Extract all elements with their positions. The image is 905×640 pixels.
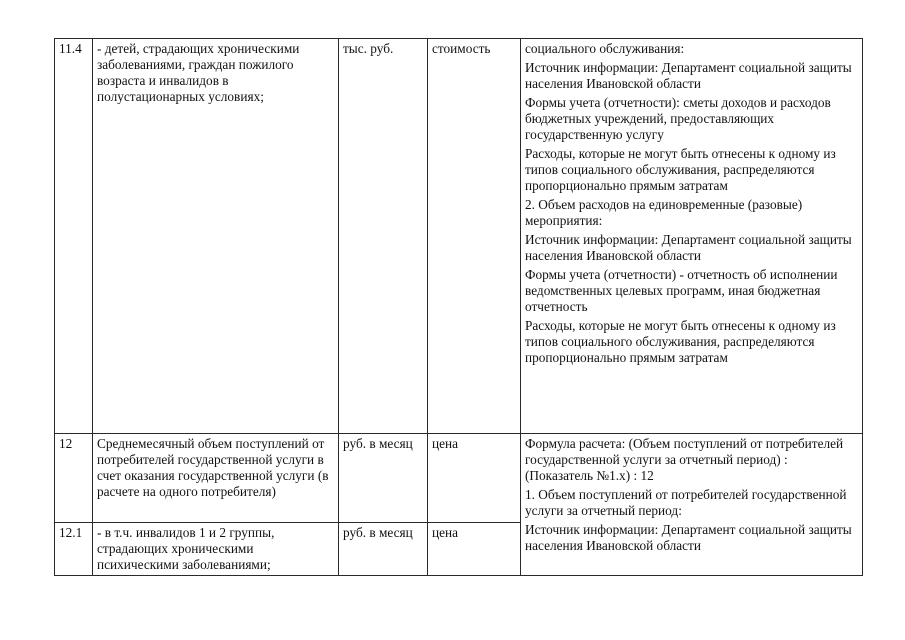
method-paragraph: Формула расчета: (Объем поступлений от потребителей государственной услуги за отчетный период) : (Показатель №1.х) : 12 <box>525 436 844 483</box>
method-paragraph: 2. Объем расходов на единовременные (разовые) мероприятия: <box>525 197 803 228</box>
unit-of-measure: руб. в месяц <box>339 434 428 523</box>
method-paragraph: Источник информации: Департамент социальной защиты населения Ивановской области <box>525 522 852 553</box>
method-paragraph: Формы учета (отчетности): сметы доходов и расходов бюджетных учреждений, предоставляющих государственную услугу <box>525 95 831 142</box>
row-number: 12 <box>55 434 93 523</box>
calculation-method <box>521 434 863 576</box>
indicator-type: цена <box>428 434 521 523</box>
unit-of-measure: тыс. руб. <box>339 39 428 434</box>
method-paragraph: Источник информации: Департамент социальной защиты населения Ивановской области <box>525 60 852 91</box>
indicator-name: - в т.ч. инвалидов 1 и 2 группы, страдающих хроническими психическими заболеваниями; <box>93 523 339 576</box>
calculation-method <box>521 39 863 434</box>
method-paragraph: Формы учета (отчетности) - отчетность об исполнении ведомственных целевых программ, иная бюджетная отчетность <box>525 267 838 314</box>
method-paragraph: Источник информации: Департамент социальной защиты населения Ивановской области <box>525 232 852 263</box>
table-row <box>55 434 863 523</box>
unit-of-measure: руб. в месяц <box>339 523 428 576</box>
method-paragraph: Расходы, которые не могут быть отнесены к одному из типов социального обслуживания, распределяются пропорционально прямым затратам <box>525 146 836 193</box>
indicator-type: цена <box>428 523 521 576</box>
row-number: 11.4 <box>55 39 93 434</box>
row-number: 12.1 <box>55 523 93 576</box>
indicator-table <box>54 38 863 576</box>
table-row <box>55 39 863 434</box>
method-paragraph: Расходы, которые не могут быть отнесены к одному из типов социального обслуживания, распределяются пропорционально прямым затратам <box>525 318 836 365</box>
method-paragraph: социального обслуживания: <box>525 41 685 56</box>
indicator-type: стоимость <box>428 39 521 434</box>
indicator-name: - детей, страдающих хроническими заболеваниями, граждан пожилого возраста и инвалидов в полустационарных условиях; <box>93 39 339 434</box>
method-paragraph: 1. Объем поступлений от потребителей государственной услуги за отчетный период: <box>525 487 847 518</box>
indicator-name: Среднемесячный объем поступлений от потребителей государственной услуги в счет оказания государственной услуги (в расчете на одного потребителя) <box>93 434 339 523</box>
